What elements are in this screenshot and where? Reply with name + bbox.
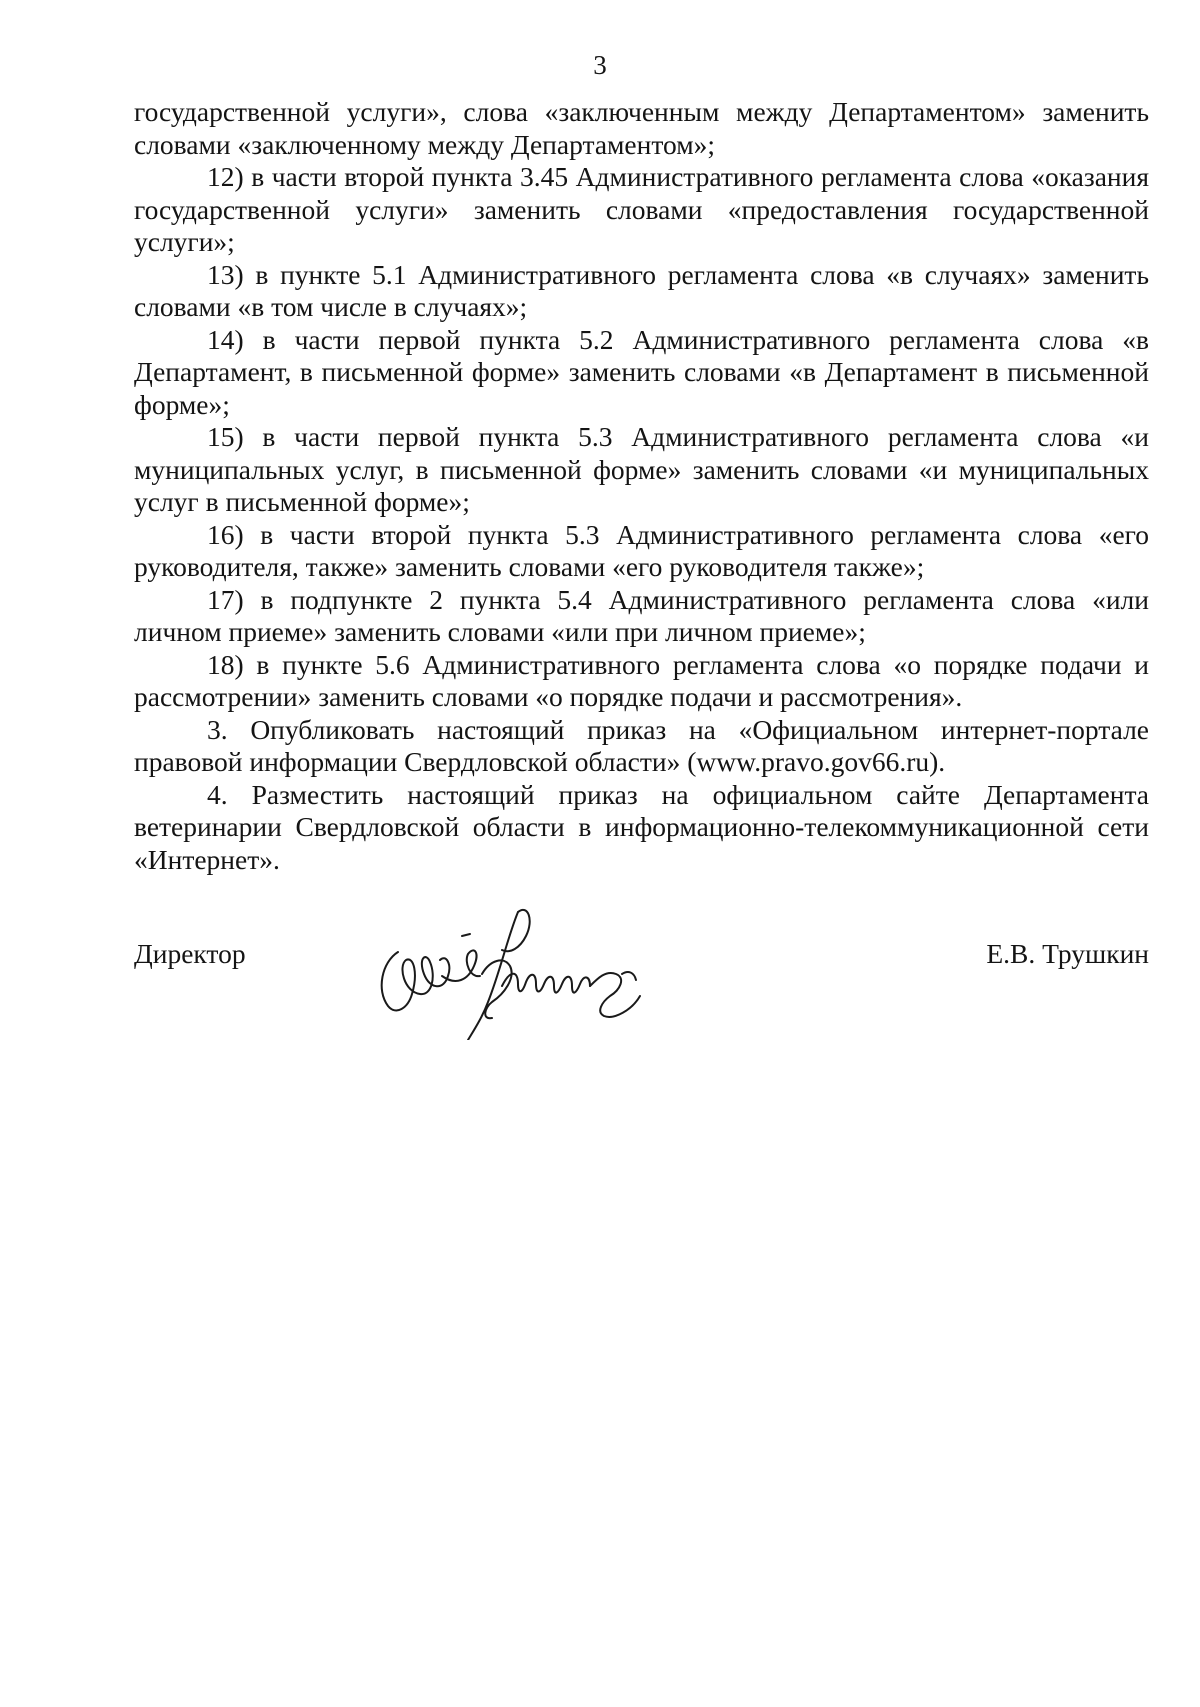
signatory-title: Директор [134,938,246,969]
paragraph-item-14: 14) в части первой пункта 5.2 Административного регламента слова «в Департамент, в письменной форме» заменить словами «в Департамент в письменной форме»; [134,323,1149,420]
paragraph-publish: 3. Опубликовать настоящий приказ на «Официальном интернет-портале правовой информации Свердловской области» (www.pravo.gov66.ru). [134,713,1149,777]
paragraph-item-12: 12) в части второй пункта 3.45 Административного регламента слова «оказания государственной услуги» заменить словами «предоставления государственной услуги»; [134,161,1149,257]
paragraph-item-13: 13) в пункте 5.1 Административного регламента слова «в случаях» заменить словами «в том числе в случаях»; [134,258,1149,322]
paragraph-item-17: 17) в подпункте 2 пункта 5.4 Административного регламента слова «или личном приеме» заменить словами «или при личном приеме»; [134,583,1149,647]
document-body [134,96,1149,876]
paragraph-place-online: 4. Разместить настоящий приказ на официальном сайте Департамента ветеринарии Свердловской области в информационно-телекоммуникационной сети «Интернет». [134,778,1149,875]
paragraph-continuation: государственной услуги», слова «заключенным между Департаментом» заменить словами «заключенному между Департаментом»; [134,96,1149,160]
handwritten-signature [370,890,670,1040]
signatory-name: Е.В. Трушкин [986,938,1149,969]
page-number: 3 [593,50,607,80]
paragraph-item-18: 18) в пункте 5.6 Административного регламента слова «о порядке подачи и рассмотрении» заменить словами «о порядке подачи и рассмотрения». [134,648,1149,712]
paragraph-item-16: 16) в части второй пункта 5.3 Административного регламента слова «его руководителя, также» заменить словами «его руководителя также»; [134,518,1149,582]
paragraph-item-15: 15) в части первой пункта 5.3 Административного регламента слова «и муниципальных услуг, в письменной форме» заменить словами «и муниципальных услуг в письменной форме»; [134,421,1149,517]
